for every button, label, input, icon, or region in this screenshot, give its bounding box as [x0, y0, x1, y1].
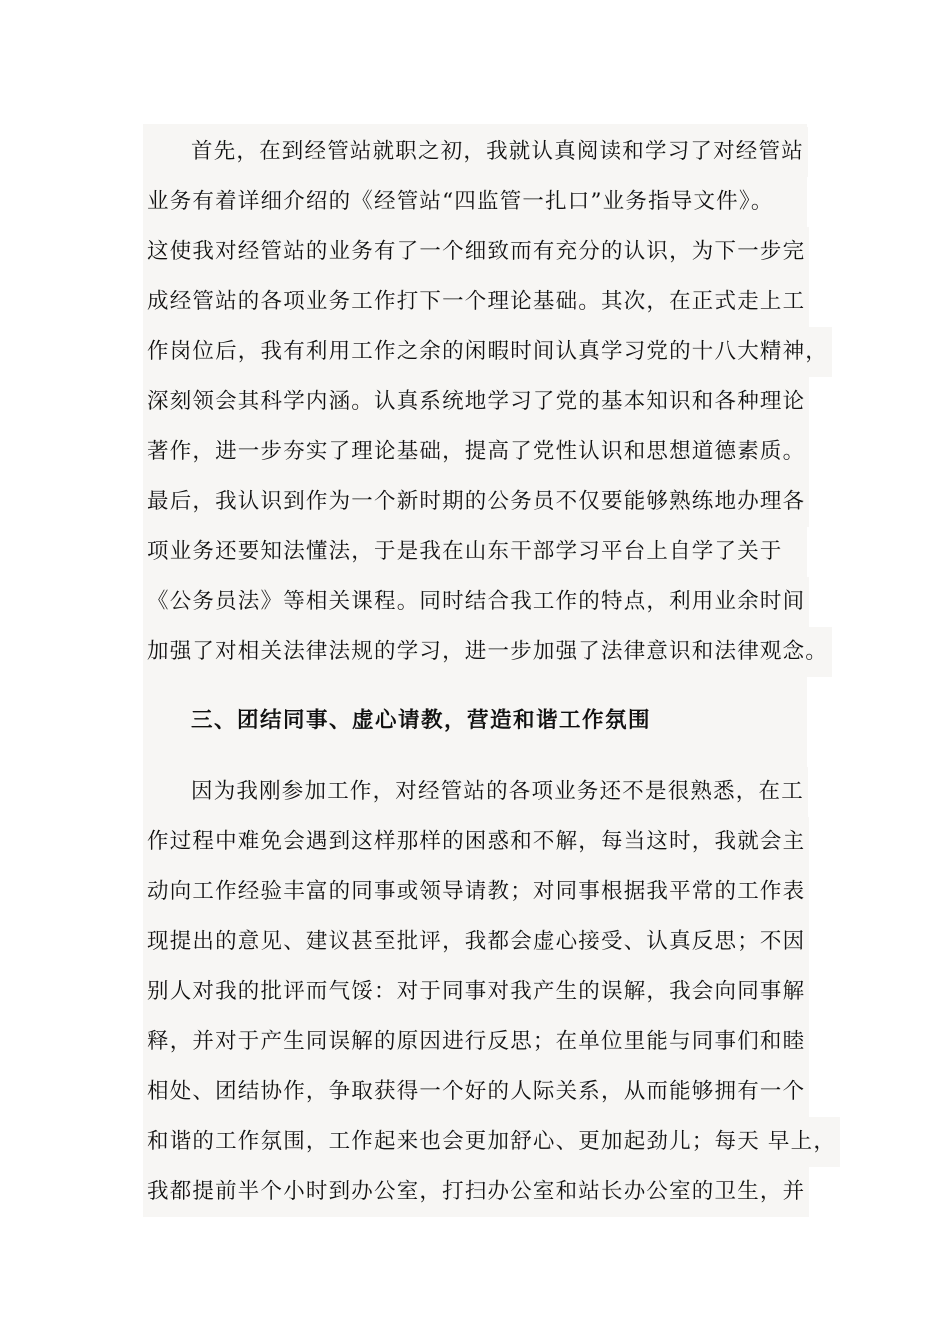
- paragraph-2-line-3: 动向工作经验丰富的同事或领导请教；对同事根据我平常的工作表: [143, 867, 809, 917]
- paragraph-1-line-2: 业务有着详细介绍的《经管站“四监管一扎口”业务指导文件》。: [143, 177, 778, 227]
- paragraph-1-line-4: 成经管站的各项业务工作打下一个理论基础。其次，在正式走上工: [143, 277, 809, 327]
- section-heading: 三、团结同事、虚心请教，营造和谐工作氛围: [143, 696, 655, 746]
- paragraph-2-line-5: 别人对我的批评而气馁：对于同事对我产生的误解，我会向同事解: [143, 967, 809, 1017]
- paragraph-1-line-6: 深刻领会其科学内涵。认真系统地学习了党的基本知识和各种理论: [143, 377, 809, 427]
- paragraph-2-line-9: 我都提前半个小时到办公室，打扫办公室和站长办公室的卫生，并: [143, 1167, 809, 1217]
- paragraph-1-line-3: 这使我对经管站的业务有了一个细致而有充分的认识，为下一步完: [143, 227, 809, 277]
- paragraph-2-line-6: 释，并对于产生同误解的原因进行反思；在单位里能与同事们和睦: [143, 1017, 809, 1067]
- paragraph-1-line-11: 加强了对相关法律法规的学习，进一步加强了法律意识和法律观念。: [143, 627, 832, 677]
- paragraph-1-line-10: 《公务员法》等相关课程。同时结合我工作的特点，利用业余时间: [143, 577, 809, 627]
- paragraph-1-line-1: 首先，在到经管站就职之初，我就认真阅读和学习了对经管站: [143, 127, 808, 177]
- paragraph-2-line-8: 和谐的工作氛围，工作起来也会更加舒心、更加起劲儿；每天 早上，: [143, 1117, 840, 1167]
- paragraph-1-line-9: 项业务还要知法懂法，于是我在山东干部学习平台上自学了关于: [143, 527, 787, 577]
- paragraph-2-line-2: 作过程中难免会遇到这样那样的困惑和不解，每当这时，我就会主: [143, 817, 809, 867]
- paragraph-2-line-1: 因为我刚参加工作，对经管站的各项业务还不是很熟悉，在工: [143, 767, 808, 817]
- paragraph-1-line-8: 最后，我认识到作为一个新时期的公务员不仅要能够熟练地办理各: [143, 477, 809, 527]
- paragraph-2-line-7: 相处、团结协作，争取获得一个好的人际关系，从而能够拥有一个: [143, 1067, 809, 1117]
- paragraph-2-line-4: 现提出的意见、建议甚至批评，我都会虚心接受、认真反思；不因: [143, 917, 809, 967]
- document-body: [143, 124, 837, 1214]
- paragraph-1-line-5: 作岗位后，我有利用工作之余的闲暇时间认真学习党的十八大精神，: [143, 327, 832, 377]
- paragraph-1-line-7: 著作，进一步夯实了理论基础，提高了党性认识和思想道德素质。: [143, 427, 809, 477]
